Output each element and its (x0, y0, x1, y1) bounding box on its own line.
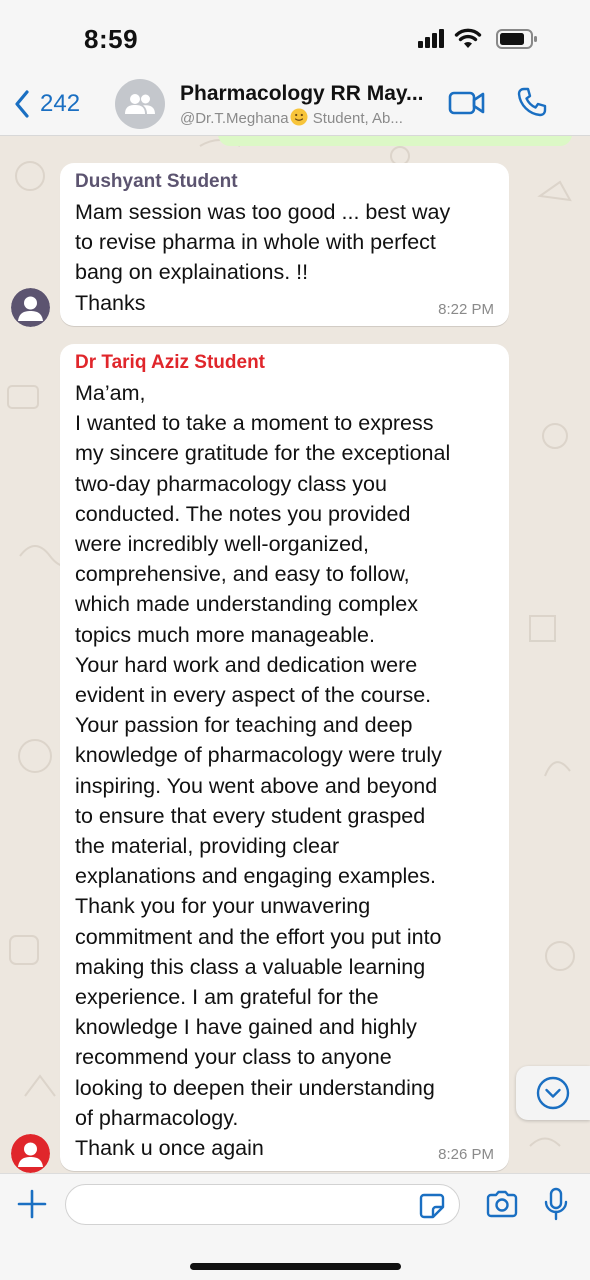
group-avatar-icon (124, 92, 156, 116)
input-bar (0, 1173, 590, 1280)
person-avatar-icon (11, 288, 50, 327)
camera-icon (485, 1190, 519, 1218)
message-bubble[interactable] (60, 163, 509, 326)
sender-name[interactable]: Dushyant Student (75, 171, 238, 192)
message-time: 8:22 PM (438, 301, 494, 318)
group-subtitle[interactable] (180, 108, 440, 127)
chat-header (0, 74, 590, 136)
voice-call-button[interactable] (516, 86, 548, 123)
sticker-button[interactable] (418, 1192, 446, 1225)
subtitle-members: Student, Ab... (308, 110, 403, 127)
scroll-to-bottom-button[interactable] (516, 1066, 590, 1120)
plus-icon (16, 1188, 48, 1220)
video-call-button[interactable] (448, 90, 486, 121)
phone-icon (516, 86, 548, 118)
chat-area[interactable] (0, 136, 590, 1173)
chevron-down-circle-icon (536, 1076, 570, 1110)
microphone-button[interactable] (543, 1187, 569, 1226)
battery-icon (496, 28, 538, 50)
sender-avatar[interactable] (11, 288, 50, 327)
status-bar (0, 0, 590, 74)
message-text: Mam session was too good ... best way to revise pharma in whole with perfect bang on explainations. !! Thanks (75, 200, 451, 315)
chevron-left-icon (14, 90, 30, 118)
cellular-signal-icon (418, 28, 446, 48)
subtitle-handle: @Dr.T.Meghana (180, 110, 289, 127)
video-call-icon (448, 90, 486, 116)
camera-button[interactable] (485, 1190, 519, 1223)
message-text: Ma’am, I wanted to take a moment to express my sincere gratitude for the exceptional two-day pharmacology class you conducted. The notes you provided were incredibly well-organized, comprehensive, and easy to follow, which made understanding complex topics much more manageable. Your hard work and dedication were evident in every aspect of the course. Your passion for teaching and deep knowledge of pharmacology were truly inspiring. You went above and beyond to ensure that every student grasped the material, providing clear explanations and engaging examples. Thank you for your unwavering commitment and the effort you put into making this class a valuable learning experience. I am grateful for the knowledge I have gained and highly recommend your class to anyone looking to deepen their understanding of pharmacology. Thank u once again (75, 381, 451, 1161)
slight-smile-emoji-icon (290, 108, 308, 126)
back-button[interactable] (14, 86, 94, 122)
unread-count: 242 (40, 90, 81, 117)
previous-outgoing-bubble (218, 136, 572, 146)
attach-button[interactable] (16, 1188, 48, 1225)
sender-name[interactable]: Dr Tariq Aziz Student (75, 352, 265, 373)
home-indicator (190, 1263, 401, 1270)
wifi-icon (454, 28, 482, 50)
microphone-icon (543, 1187, 569, 1221)
message-time: 8:26 PM (438, 1146, 494, 1163)
status-time: 8:59 (84, 24, 139, 54)
message-input[interactable] (65, 1184, 460, 1225)
person-avatar-icon (11, 1134, 50, 1173)
sticker-icon (418, 1192, 446, 1220)
message-bubble[interactable] (60, 344, 509, 1171)
group-title[interactable]: Pharmacology RR May... (180, 82, 424, 105)
group-avatar[interactable] (115, 79, 165, 129)
sender-avatar[interactable] (11, 1134, 50, 1173)
